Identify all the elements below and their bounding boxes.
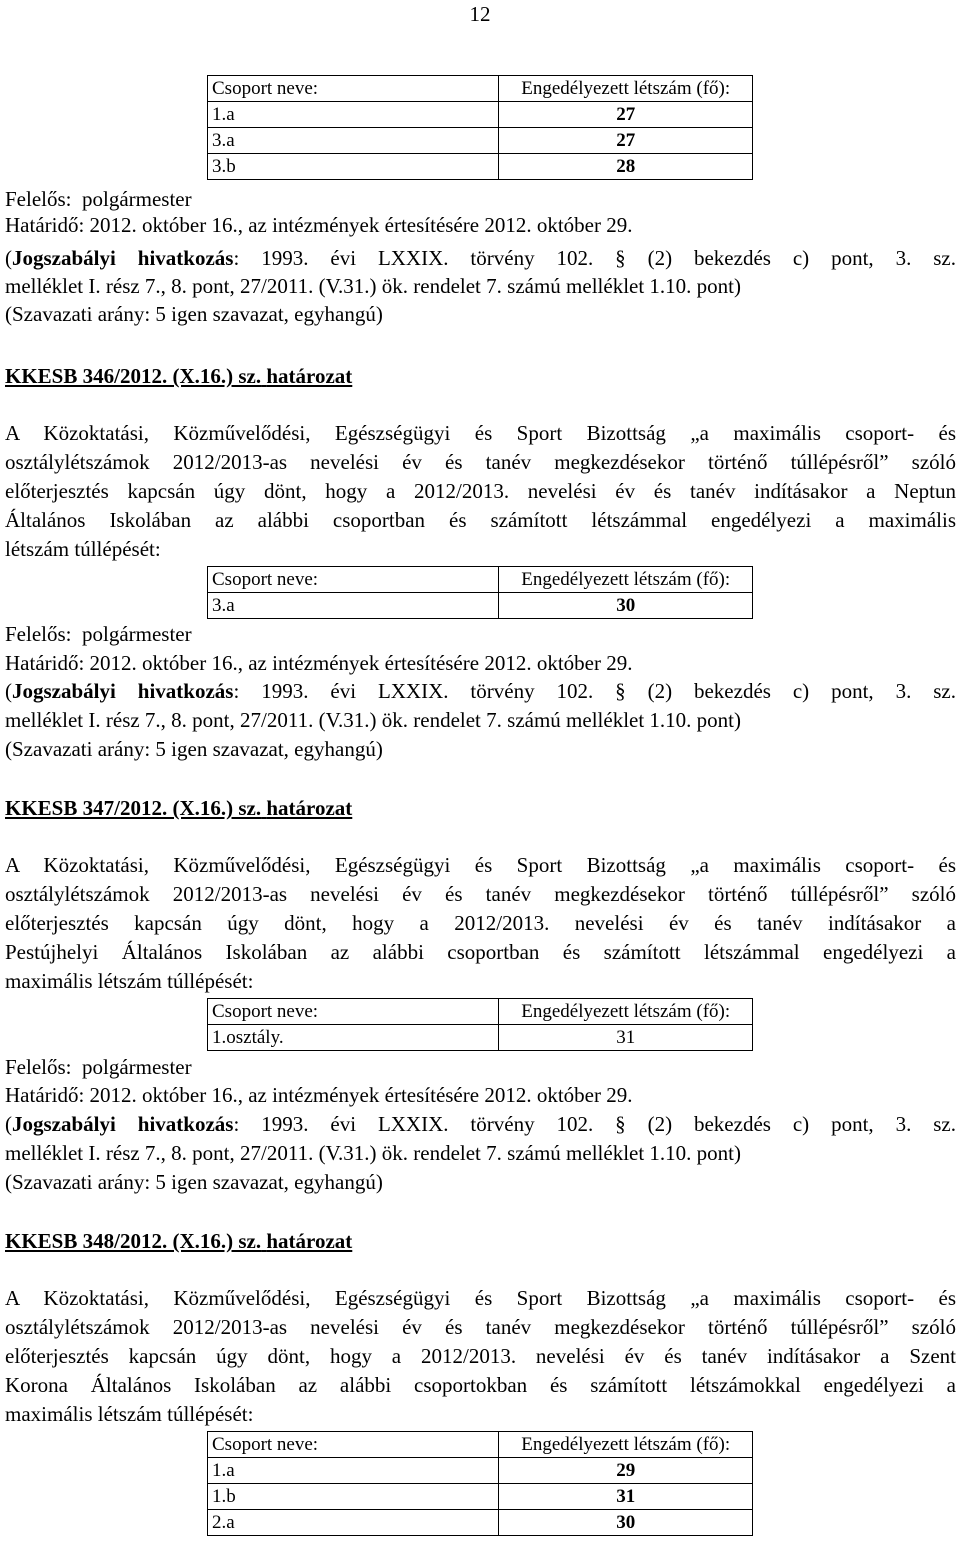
responsible-label: Felelős: bbox=[5, 187, 72, 211]
group-name-cell: 1.a bbox=[208, 1458, 499, 1484]
group-count-cell: 30 bbox=[499, 593, 753, 619]
table-row bbox=[208, 128, 753, 154]
resolution-347-text-line: maximális létszám túllépését: bbox=[5, 969, 254, 993]
table-row bbox=[208, 1458, 753, 1484]
table-header-row bbox=[208, 76, 753, 102]
group-table-1 bbox=[207, 75, 753, 180]
resolution-347-text-line: A Közoktatási, Közművelődési, Egészségügyi és Sport Bizottság „a maximális csoport- és bbox=[5, 853, 956, 877]
responsible-value: polgármester bbox=[82, 187, 192, 211]
resolution-346-text-line: létszám túllépését: bbox=[5, 537, 161, 561]
table-row bbox=[208, 154, 753, 180]
legal-reference-label: Jogszabályi hivatkozás bbox=[12, 679, 234, 703]
table-row bbox=[208, 1025, 753, 1051]
col-header-group-name: Csoport neve: bbox=[208, 1432, 499, 1458]
legal-reference-label: Jogszabályi hivatkozás bbox=[12, 246, 234, 270]
resolution-348-text-line: A Közoktatási, Közművelődési, Egészségügyi és Sport Bizottság „a maximális csoport- és bbox=[5, 1286, 956, 1310]
group-name-cell: 2.a bbox=[208, 1510, 499, 1536]
responsible-line bbox=[5, 622, 192, 646]
group-name-cell: 3.b bbox=[208, 154, 499, 180]
resolution-346-title: KKESB 346/2012. (X.16.) sz. határozat bbox=[5, 364, 353, 388]
resolution-348-text-line: maximális létszám túllépését: bbox=[5, 1402, 254, 1426]
group-name-cell: 3.a bbox=[208, 128, 499, 154]
table-row bbox=[208, 1484, 753, 1510]
legal-reference-line-2: melléklet I. rész 7., 8. pont, 27/2011. (V.31.) ök. rendelet 7. számú melléklet 1.10. pont) bbox=[5, 708, 742, 732]
group-table-348 bbox=[207, 1431, 753, 1536]
resolution-347-text-line: előterjesztés kapcsán úgy dönt, hogy a 2012/2013. nevelési év és tanév indításakor a bbox=[5, 911, 956, 935]
group-table-347 bbox=[207, 998, 753, 1051]
resolution-346-text-line: Általános Iskolában az alábbi csoportban és számított létszámmal engedélyezi a maximális bbox=[5, 508, 956, 532]
resolution-346-text-line: osztálylétszámok 2012/2013-as nevelési év és tanév megkezdésekor történő túllépésről” szóló bbox=[5, 450, 956, 474]
legal-reference-label: Jogszabályi hivatkozás bbox=[12, 1112, 234, 1136]
deadline-line: Határidő: 2012. október 16., az intézmények értesítésére 2012. október 29. bbox=[5, 651, 633, 675]
legal-reference-line-1: (Jogszabályi hivatkozás: 1993. évi LXXIX. törvény 102. § (2) bekezdés c) pont, 3. sz. bbox=[5, 246, 956, 270]
col-header-allowed-count: Engedélyezett létszám (fő): bbox=[499, 1432, 753, 1458]
resolution-346-text-line: A Közoktatási, Közművelődési, Egészségügyi és Sport Bizottság „a maximális csoport- és bbox=[5, 421, 956, 445]
col-header-group-name: Csoport neve: bbox=[208, 567, 499, 593]
resolution-348-text-line: Korona Általános Iskolában az alábbi csoportokban és számított létszámokkal engedélyezi a bbox=[5, 1373, 956, 1397]
resolution-348-text-line: előterjesztés kapcsán úgy dönt, hogy a 2012/2013. nevelési év és tanév indításakor a Szent bbox=[5, 1344, 956, 1368]
resolution-347-title: KKESB 347/2012. (X.16.) sz. határozat bbox=[5, 796, 353, 820]
page-number: 12 bbox=[469, 2, 491, 26]
group-table-346 bbox=[207, 566, 753, 619]
table-header-row bbox=[208, 567, 753, 593]
responsible-value: polgármester bbox=[82, 1055, 192, 1079]
group-name-cell: 1.b bbox=[208, 1484, 499, 1510]
vote-ratio: (Szavazati arány: 5 igen szavazat, egyhangú) bbox=[5, 1170, 383, 1194]
responsible-label: Felelős: bbox=[5, 1055, 72, 1079]
col-header-allowed-count: Engedélyezett létszám (fő): bbox=[499, 999, 753, 1025]
deadline-line: Határidő: 2012. október 16., az intézmények értesítésére 2012. október 29. bbox=[5, 1083, 633, 1107]
vote-ratio: (Szavazati arány: 5 igen szavazat, egyhangú) bbox=[5, 302, 383, 326]
col-header-group-name: Csoport neve: bbox=[208, 76, 499, 102]
table-row bbox=[208, 593, 753, 619]
legal-reference-line-1: (Jogszabályi hivatkozás: 1993. évi LXXIX. törvény 102. § (2) bekezdés c) pont, 3. sz. bbox=[5, 679, 956, 703]
resolution-347-text-line: osztálylétszámok 2012/2013-as nevelési év és tanév megkezdésekor történő túllépésről” szóló bbox=[5, 882, 956, 906]
legal-reference-line-1: (Jogszabályi hivatkozás: 1993. évi LXXIX. törvény 102. § (2) bekezdés c) pont, 3. sz. bbox=[5, 1112, 956, 1136]
table-header-row bbox=[208, 1432, 753, 1458]
group-count-cell: 31 bbox=[499, 1025, 753, 1051]
responsible-line bbox=[5, 1055, 192, 1079]
responsible-label: Felelős: bbox=[5, 622, 72, 646]
group-count-cell: 27 bbox=[499, 128, 753, 154]
col-header-allowed-count: Engedélyezett létszám (fő): bbox=[499, 76, 753, 102]
resolution-347-text-line: Pestújhelyi Általános Iskolában az alábbi csoportban és számított létszámmal engedélyezi a bbox=[5, 940, 956, 964]
resolution-346-text-line: előterjesztés kapcsán úgy dönt, hogy a 2012/2013. nevelési év és tanév indításakor a Neptun bbox=[5, 479, 956, 503]
resolution-348-title: KKESB 348/2012. (X.16.) sz. határozat bbox=[5, 1229, 353, 1253]
deadline-line: Határidő: 2012. október 16., az intézmények értesítésére 2012. október 29. bbox=[5, 213, 633, 237]
group-name-cell: 1.osztály. bbox=[208, 1025, 499, 1051]
vote-ratio: (Szavazati arány: 5 igen szavazat, egyhangú) bbox=[5, 737, 383, 761]
group-name-cell: 1.a bbox=[208, 102, 499, 128]
group-count-cell: 28 bbox=[499, 154, 753, 180]
group-count-cell: 30 bbox=[499, 1510, 753, 1536]
responsible-value: polgármester bbox=[82, 622, 192, 646]
table-row bbox=[208, 102, 753, 128]
group-name-cell: 3.a bbox=[208, 593, 499, 619]
group-count-cell: 31 bbox=[499, 1484, 753, 1510]
legal-reference-line-2: melléklet I. rész 7., 8. pont, 27/2011. (V.31.) ök. rendelet 7. számú melléklet 1.10. pont) bbox=[5, 274, 742, 298]
responsible-line bbox=[5, 187, 192, 211]
legal-reference-line-2: melléklet I. rész 7., 8. pont, 27/2011. (V.31.) ök. rendelet 7. számú melléklet 1.10. pont) bbox=[5, 1141, 742, 1165]
table-header-row bbox=[208, 999, 753, 1025]
col-header-allowed-count: Engedélyezett létszám (fő): bbox=[499, 567, 753, 593]
group-count-cell: 27 bbox=[499, 102, 753, 128]
group-count-cell: 29 bbox=[499, 1458, 753, 1484]
col-header-group-name: Csoport neve: bbox=[208, 999, 499, 1025]
table-row bbox=[208, 1510, 753, 1536]
resolution-348-text-line: osztálylétszámok 2012/2013-as nevelési év és tanév megkezdésekor történő túllépésről” szóló bbox=[5, 1315, 956, 1339]
